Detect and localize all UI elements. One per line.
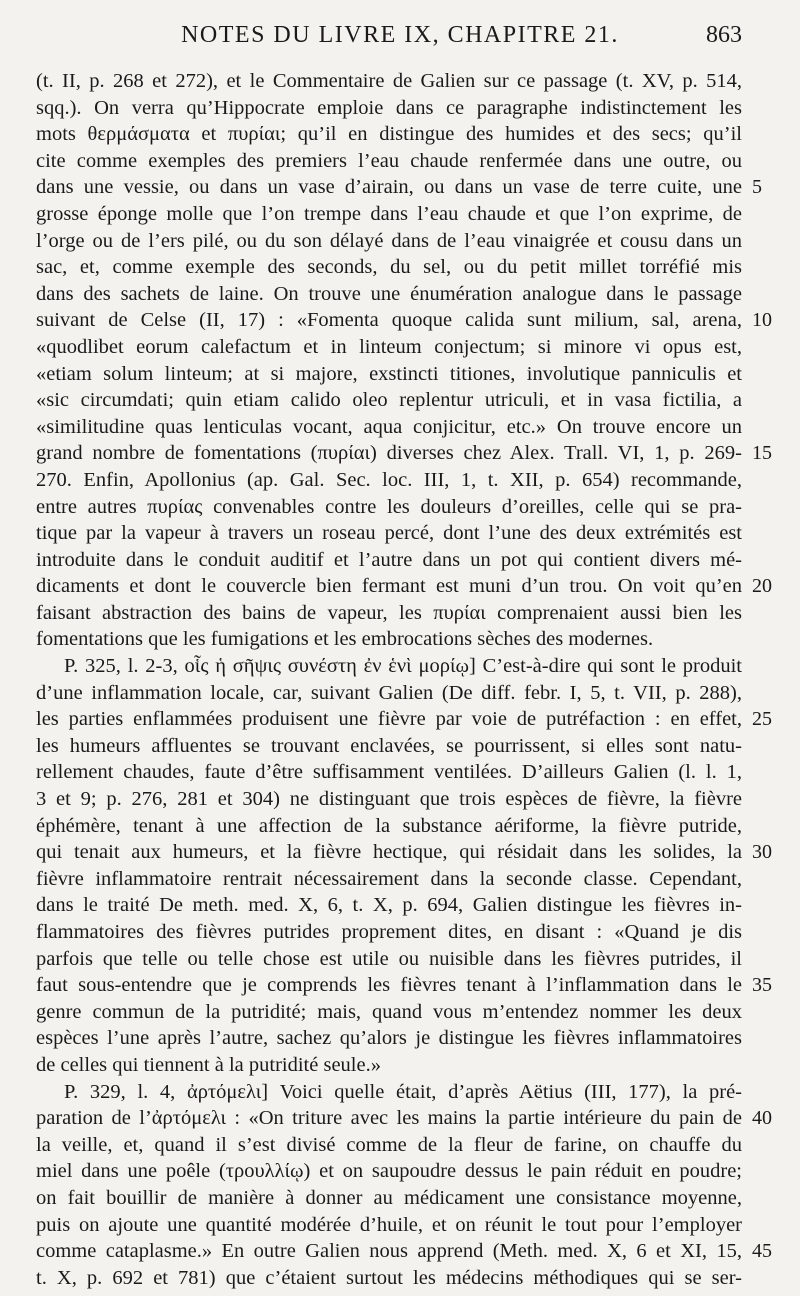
line-number: 45 [752, 1240, 772, 1263]
line-number: 10 [752, 309, 772, 332]
text-line: on fait bouillir de manière à donner au médicament une consistance moyenne, [36, 1186, 742, 1209]
chapter-title: NOTES DU LIVRE IX, CHAPITRE 21. [181, 22, 619, 48]
text-line: 270. Enfin, Apollonius (ap. Gal. Sec. loc. III, 1, t. XII, p. 654) recommande, [36, 468, 742, 491]
note-heading-line: P. 325, l. 2-3, οἷς ἡ σῆψις συνέστη ἐν ἑνὶ μορίῳ] C’est-à-dire qui sont le produit [64, 655, 742, 678]
text-line: dicaments et dont le couvercle bien fermant est muni d’un trou. On voit qu’en [36, 575, 742, 598]
text-line: espèces l’une après l’autre, sachez qu’alors je distingue les fièvres inflammatoires [36, 1027, 742, 1050]
text-line: d’une inflammation locale, car, suivant Galien (De diff. febr. I, 5, t. VII, p. 288), [36, 681, 742, 704]
text-line: sac, et, comme exemple des seconds, du sel, ou du petit millet torréfié mis [36, 256, 742, 279]
text-line: fièvre inflammatoire rentrait nécessairement dans la seconde classe. Cependant, [36, 867, 742, 890]
text-line: 3 et 9; p. 276, 281 et 304) ne distinguant que trois espèces de fièvre, la fièvre [36, 788, 742, 811]
text-line: dans une vessie, ou dans un vase d’airain, ou dans un vase de terre cuite, une [36, 176, 742, 199]
text-line: suivant de Celse (II, 17) : «Fomenta quoque calida sunt milium, sal, arena, [36, 309, 742, 332]
text-line: «quodlibet eorum calefactum et in linteum conjectum; si minore vi opus est, [36, 335, 742, 358]
line-number: 40 [752, 1107, 772, 1130]
text-line: mots θερμάσματα et πυρίαι; qu’il en distingue des humides et des secs; qu’il [36, 123, 742, 146]
note-heading-line: P. 329, l. 4, ἀρτόμελι] Voici quelle était, d’après Aëtius (III, 177), la pré- [64, 1080, 742, 1103]
page-number: 863 [706, 22, 742, 48]
line-number: 5 [752, 176, 762, 199]
body-text [36, 68, 742, 1291]
text-line: tique par la vapeur à travers un roseau percé, dont l’une des deux extrémités est [36, 522, 742, 545]
text-line: la veille, et, quand il s’est divisé comme de la fleur de farine, on chauffe du [36, 1133, 742, 1156]
text-line: éphémère, tenant à une affection de la substance aériforme, la fièvre putride, [36, 814, 742, 837]
running-head [0, 22, 800, 58]
text-line: (t. II, p. 268 et 272), et le Commentaire de Galien sur ce passage (t. XV, p. 514, [36, 70, 742, 92]
text-line: miel dans une poêle (τρουλλίῳ) et on saupoudre dessus le pain réduit en poudre; [36, 1160, 742, 1183]
text-line: grosse éponge molle que l’on trempe dans l’eau chaude et que l’on exprime, de [36, 202, 742, 225]
text-line: comme cataplasme.» En outre Galien nous apprend (Meth. med. X, 6 et XI, 15, [36, 1240, 742, 1263]
line-number: 25 [752, 708, 772, 731]
text-line: fomentations que les fumigations et les embrocations sèches des modernes. [36, 628, 654, 651]
text-line: paration de l’ἀρτόμελι : «On triture avec les mains la partie intérieure du pain de [36, 1107, 742, 1130]
text-line: cite comme exemples des premiers l’eau chaude renfermée dans une outre, ou [36, 149, 742, 172]
line-number: 15 [752, 442, 772, 465]
text-line: entre autres πυρίας convenables contre les douleurs d’oreilles, celle qui se pra- [36, 495, 742, 518]
text-line: sqq.). On verra qu’Hippocrate emploie dans ce paragraphe indistinctement les [36, 96, 742, 119]
text-line: «similitudine quas lenticulas vocant, aqua conjicitur, etc.» On trouve encore un [36, 415, 742, 438]
text-line: faisant abstraction des bains de vapeur, les πυρίαι comprenaient aussi bien les [36, 601, 742, 624]
text-line: puis on ajoute une quantité modérée d’huile, et on réunit le tout pour l’employer [36, 1213, 742, 1236]
text-line: de celles qui tiennent à la putridité seule.» [36, 1053, 381, 1076]
text-line: les parties enflammées produisent une fièvre par voie de putréfaction : en effet, [36, 708, 742, 731]
text-line: parfois que telle ou telle chose est utile ou nuisible dans les fièvres putrides, il [36, 947, 742, 970]
text-line: l’orge ou de l’ers pilé, ou du son délayé dans de l’eau vinaigrée et cousu dans un [36, 229, 742, 252]
text-line: flammatoires des fièvres putrides proprement dites, en disant : «Quand je dis [36, 921, 742, 943]
text-line: «etiam solum linteum; at si majore, exstincti titiones, involutique panniculis et [36, 362, 742, 385]
text-line: grand nombre de fomentations (πυρίαι) diverses chez Alex. Trall. VI, 1, p. 269- [36, 442, 742, 465]
line-number: 30 [752, 841, 772, 864]
text-line: dans le traité De meth. med. X, 6, t. X, p. 694, Galien distingue les fièvres in- [36, 894, 742, 917]
text-line: introduite dans le conduit auditif et l’autre dans un pot qui contient divers mé- [36, 548, 742, 571]
line-number: 35 [752, 974, 772, 997]
text-line: rellement chaudes, faute d’être suffisamment ventilées. D’ailleurs Galien (l. l. 1, [36, 761, 742, 784]
text-line: «sic circumdati; quin etiam calido oleo replentur utriculi, et in vasa fictilia, a [36, 389, 742, 412]
text-line: t. X, p. 692 et 781) que c’étaient surtout les médecins méthodiques qui se ser- [36, 1266, 742, 1289]
text-line: faut sous-entendre que je comprends les fièvres tenant à l’inflammation dans le [36, 974, 742, 997]
text-line: les humeurs affluentes se trouvant enclavées, se pourrissent, si elles sont natu- [36, 734, 742, 757]
line-number: 20 [752, 575, 772, 598]
text-line: genre commun de la putridité; mais, quand vous m’entendez nommer les deux [36, 1000, 742, 1023]
text-line: dans des sachets de laine. On trouve une énumération analogue dans le passage [36, 282, 742, 305]
text-line: qui tenait aux humeurs, et la fièvre hectique, qui résidait dans les solides, la [36, 841, 742, 864]
